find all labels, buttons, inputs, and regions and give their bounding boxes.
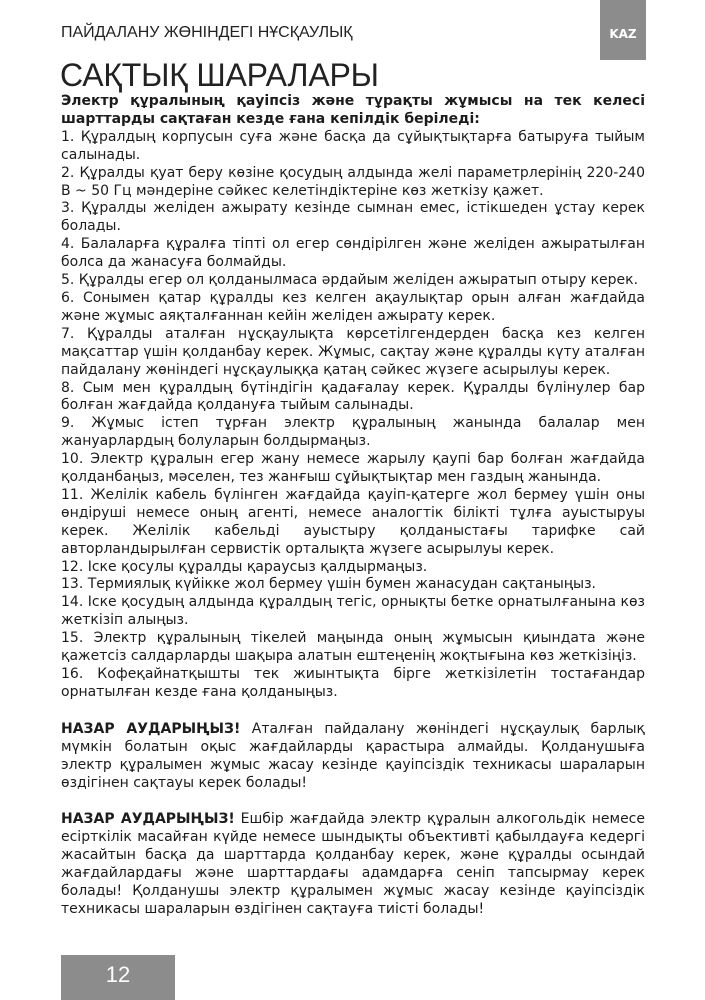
list-item: 7. Құралды аталған нұсқаулықта көрсетілгендерден басқа кез келген мақсаттар үшін қолданбау керек. Жұмыс, сақтау және құралды күту аталған пайдалану жөніндегі нұсқаулыққа қатаң сәйкес жүзеге асырылуы керек. <box>61 325 645 378</box>
list-item: 5. Құралды егер ол қолданылмаса әрдайым желіден ажыратып отыру керек. <box>61 272 639 289</box>
language-tab <box>600 0 646 60</box>
list-item: 16. Кофеқайнатқышты тек жиынтықта бірге жеткізілетін тостағандар орнатылған кезде ғана қолданыңыз. <box>61 666 645 700</box>
list-item: 14. Іске қосудың алдында құралдың тегіс, орнықты бетке орнатылғанына көз жеткізіп алыңыз. <box>61 594 645 629</box>
warning-label: НАЗАР АУДАРЫҢЫЗ! <box>61 720 241 737</box>
list-item: 2. Құралды қуат беру көзіне қосудың алдында желі параметрлерінің 220-240 В ~ 50 Гц мәндеріне сәйкес келетіндіктеріне көз жеткізу қажет. <box>61 164 645 199</box>
warning-paragraph-2 <box>61 811 645 918</box>
intro-paragraph: Электр құралының қауіпсіз және тұрақты жұмысы на тек келесі шарттарды сақтаған кезде ғана кепілдік беріледі: <box>61 93 645 127</box>
running-header: ПАЙДАЛАНУ ЖӨНІНДЕГІ НҰСҚАУЛЫҚ <box>61 24 353 41</box>
list-item: 1. Құралдың корпусын суға және басқа да сұйықтықтарға батыруға тыйым салынады. <box>61 128 645 163</box>
page-number-box <box>61 955 175 1000</box>
list-item: 8. Сым мен құралдың бүтіндігін қадағалау керек. Құралды бүлінулер бар болған жағдайда қолдануға тыйым салынады. <box>61 379 645 414</box>
list-item: 3. Құралды желіден ажырату кезінде сымнан емес, істікшеден ұстау керек болады. <box>61 200 645 235</box>
page-number: 12 <box>105 962 131 987</box>
list-item: 6. Сонымен қатар құралды кез келген ақаулықтар орын алған жағдайда және жұмыс аяқталғаннан кейін желіден ажырату керек. <box>61 289 645 324</box>
warning-text: Ешбір жағдайда электр құралын алкогольдік немесе есірткілік масайған күйде немесе шындықты объективті қабылдауға кедергі жасайтын басқа да шарттарда қолданбау керек, және құралды осындай жағдайлардағы және шарттардағы адамдарға сеніп тапсырмау керек болады! Қолданушы электр құралымен жұмыс жасау кезінде қауіпсіздік техникасы шараларын өздігінен сақтауға тиісті болады! <box>61 811 645 917</box>
warning-label: НАЗАР АУДАРЫҢЫЗ! <box>61 811 235 828</box>
language-label: KAZ <box>609 27 637 41</box>
list-item: 15. Электр құралының тікелей маңында оның жұмысын қиындата және қажетсіз салдарларды шақыра алатын ештеңенің жоқтығына көз жеткізіңіз. <box>61 630 645 665</box>
list-item: 12. Іске қосулы құралды қараусыз қалдырмаңыз. <box>61 558 428 575</box>
warning-paragraph-1 <box>61 721 645 793</box>
list-item: 13. Термиялық күйікке жол бермеу үшін бумен жанасудан сақтаныңыз. <box>61 576 597 593</box>
warning-text: Аталған пайдалану жөніндегі нұсқаулық барлық мүмкін болатын оқыс жағдайларды қарастыра алмайды. Қолданушыға электр құралымен жұмыс жасау кезінде қауіпсіздік техникасы шараларын өздігінен сақтауы керек болады! <box>61 720 646 791</box>
list-item: 9. Жұмыс істеп тұрған электр құралының жанында балалар мен жануарлардың болуларын болдырмаңыз. <box>61 415 645 450</box>
safety-list <box>61 129 645 702</box>
page-title: САҚТЫҚ ШАРАЛАРЫ <box>60 57 379 93</box>
safety-content <box>61 93 645 919</box>
list-item: 4. Балаларға құралға тіпті ол егер сөндірілген және желіден ажыратылған болса да жанасуға болмайды. <box>61 236 645 271</box>
list-item: 11. Желілік кабель бүлінген жағдайда қауіп-қатерге жол бермеу үшін оны өндіруші немесе оның агенті, немесе аналогтік білікті тұлға ауыстыруы керек. Желілік кабельді ауыстыру қолданыстағы тарифке сай авторландырылған сервистік орталықта жүзеге асырылуы керек. <box>61 486 645 557</box>
list-item: 10. Электр құралын егер жану немесе жарылу қаупі бар болған жағдайда қолданбаңыз, мәселен, тез жанғыш сұйықтықтар мен газдың жанында. <box>61 451 645 486</box>
